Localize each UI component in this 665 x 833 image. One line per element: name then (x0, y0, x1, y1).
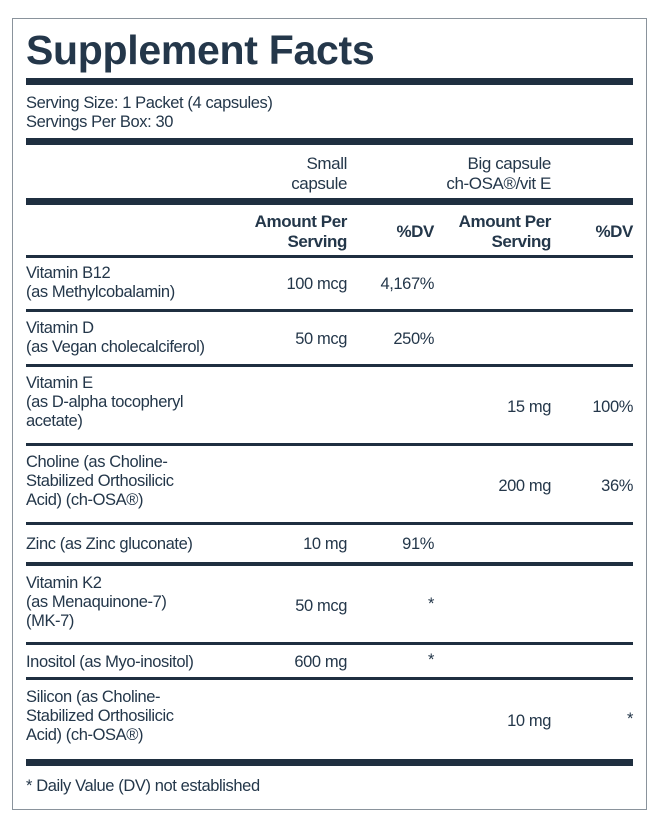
name-line: acetate) (26, 412, 83, 430)
name-line: (as Methylcobalamin) (26, 283, 175, 301)
small-dv: 4,167% (380, 275, 434, 293)
big-capsule-header (446, 154, 551, 194)
header-line: Serving (287, 232, 347, 251)
name-line: Choline (as Choline- (26, 453, 168, 471)
divider (26, 255, 633, 258)
name-line: (as Vegan cholecalciferol) (26, 338, 205, 356)
divider (26, 78, 633, 85)
nutrient-name (26, 374, 183, 431)
name-line: Acid) (ch-OSA®) (26, 491, 144, 509)
divider (26, 759, 633, 766)
big-dv-header: %DV (595, 222, 633, 241)
name-line: Acid) (ch-OSA®) (26, 726, 144, 744)
name-line: (as Menaquinone-7) (26, 593, 167, 611)
header-line: Amount Per (458, 212, 551, 231)
nutrient-name (26, 574, 166, 631)
divider (26, 138, 633, 145)
name-line: Stabilized Orthosilicic (26, 707, 174, 725)
name-line: Vitamin D (26, 319, 94, 337)
header-line: Small (306, 154, 347, 173)
header-line: ch-OSA®/vit E (446, 174, 551, 193)
nutrient-name (26, 535, 192, 554)
big-amount: 200 mg (498, 477, 551, 495)
big-amount-header (459, 212, 551, 252)
name-line: (as D-alpha tocopheryl (26, 393, 184, 411)
header-line: Big capsule (467, 154, 551, 173)
small-dv: 91% (402, 535, 434, 553)
name-line: Inositol (as Myo-inositol) (26, 653, 194, 671)
small-dv: * (427, 651, 434, 669)
footnote: * Daily Value (DV) not established (26, 777, 260, 795)
divider (26, 642, 633, 645)
big-dv: 100% (592, 398, 633, 416)
header-line: Serving (491, 232, 551, 251)
divider (26, 562, 633, 566)
header-line: Amount Per (254, 212, 347, 231)
name-line: Vitamin B12 (26, 264, 111, 282)
small-dv: 250% (393, 330, 434, 348)
big-amount: 10 mg (507, 712, 551, 730)
serving-size: Serving Size: 1 Packet (4 capsules) (26, 94, 273, 112)
divider (26, 443, 633, 446)
small-dv: * (427, 595, 434, 613)
nutrient-name (26, 319, 205, 357)
small-amount: 600 mg (294, 653, 347, 671)
small-dv-header: %DV (396, 222, 434, 241)
divider (26, 364, 633, 367)
small-amount: 100 mcg (286, 275, 347, 293)
big-dv: 36% (601, 477, 633, 495)
small-amount-header (255, 212, 347, 252)
divider (26, 198, 633, 205)
nutrient-name (26, 688, 174, 745)
nutrient-name (26, 264, 175, 302)
name-line: Silicon (as Choline- (26, 688, 161, 706)
small-amount: 10 mg (303, 535, 347, 553)
divider (26, 522, 633, 525)
small-amount: 50 mcg (295, 597, 347, 615)
nutrient-name (26, 653, 194, 672)
header-line: capsule (291, 174, 347, 193)
big-dv: * (626, 710, 633, 728)
nutrient-name (26, 453, 174, 510)
name-line: Vitamin E (26, 374, 93, 392)
name-line: Vitamin K2 (26, 574, 102, 592)
name-line: Zinc (as Zinc gluconate) (26, 535, 193, 553)
page-title: Supplement Facts (26, 27, 375, 73)
name-line: Stabilized Orthosilicic (26, 472, 174, 490)
big-amount: 15 mg (507, 398, 551, 416)
divider (26, 309, 633, 312)
small-capsule-header (291, 154, 347, 194)
servings-per-box: Servings Per Box: 30 (26, 113, 173, 131)
divider (26, 677, 633, 680)
name-line: (MK-7) (26, 612, 75, 630)
small-amount: 50 mcg (295, 330, 347, 348)
